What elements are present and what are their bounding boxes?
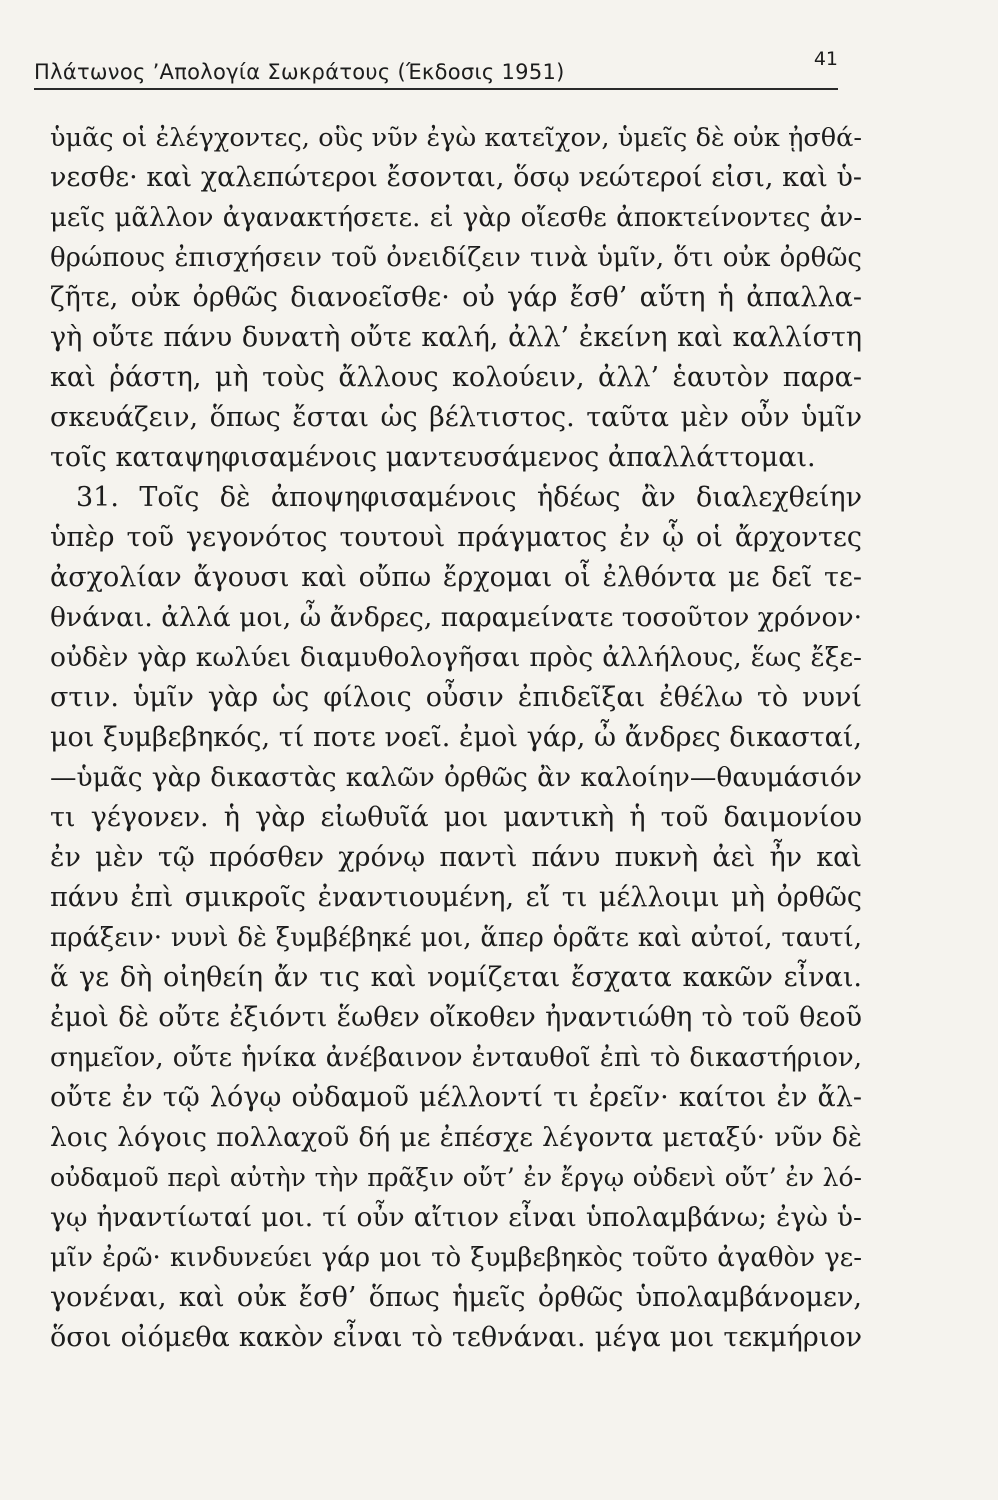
text-line: πάνυ ἐπὶ σμικροῖς ἐναντιουμένη, εἴ τι μέλλοιμι μὴ ὀρθῶς bbox=[50, 882, 862, 913]
text-line: οὐδὲν γὰρ κωλύει διαμυθολογῆσαι πρὸς ἀλλήλους, ἕως ἔξε- bbox=[50, 642, 862, 673]
paragraph-end-line: τοῖς καταψηφισαμένοις μαντευσάμενος ἀπαλλάττομαι. bbox=[50, 442, 816, 473]
text-line: τι γέγονεν. ἡ γὰρ εἰωθυῖά μοι μαντικὴ ἡ τοῦ δαιμονίου bbox=[50, 802, 862, 833]
text-line: ὅσοι οἰόμεθα κακὸν εἶναι τὸ τεθνάναι. μέγα μοι τεκμήριον bbox=[50, 1322, 862, 1353]
text-line: στιν. ὑμῖν γὰρ ὡς φίλοις οὖσιν ἐπιδεῖξαι ἐθέλω τὸ νυνί bbox=[50, 682, 862, 713]
running-header bbox=[34, 48, 838, 90]
text-line: μοι ξυμβεβηκός, τί ποτε νοεῖ. ἐμοὶ γάρ, ὦ ἄνδρες δικασταί, bbox=[50, 722, 862, 753]
text-line: σκευάζειν, ὅπως ἔσται ὡς βέλτιστος. ταῦτα μὲν οὖν ὑμῖν bbox=[50, 402, 862, 433]
text-line: νεσθε· καὶ χαλεπώτεροι ἔσονται, ὅσῳ νεώτεροί εἰσι, καὶ ὑ- bbox=[50, 162, 862, 193]
text-line: πράξειν· νυνὶ δὲ ξυμβέβηκέ μοι, ἅπερ ὁρᾶτε καὶ αὐτοί, ταυτί, bbox=[50, 923, 862, 953]
text-line: ἅ γε δὴ οἰηθείη ἄν τις καὶ νομίζεται ἔσχατα κακῶν εἶναι. bbox=[50, 962, 862, 993]
text-line: μεῖς μᾶλλον ἀγανακτήσετε. εἰ γὰρ οἴεσθε ἀποκτείνοντες ἀν- bbox=[50, 203, 862, 233]
text-line: ὑμᾶς οἱ ἐλέγχοντες, οὓς νῦν ἐγὼ κατεῖχον, ὑμεῖς δὲ οὐκ ᾐσθά- bbox=[50, 123, 862, 153]
text-line: ζῆτε, οὐκ ὀρθῶς διανοεῖσθε· οὐ γάρ ἔσθ’ αὕτη ἡ ἀπαλλα- bbox=[50, 282, 862, 313]
text-line: θνάναι. ἀλλά μοι, ὦ ἄνδρες, παραμείνατε τοσοῦτον χρόνον· bbox=[50, 602, 862, 633]
header-title: Πλάτωνος ’Απολογία Σωκράτους (Έκδοσις 1951) bbox=[34, 60, 565, 84]
text-line: —ὑμᾶς γὰρ δικαστὰς καλῶν ὀρθῶς ἂν καλοίην—θαυμάσιόν bbox=[50, 762, 862, 793]
text-line: λοις λόγοις πολλαχοῦ δή με ἐπέσχε λέγοντα μεταξύ· νῦν δὲ bbox=[50, 1122, 862, 1153]
text-line: ὑπὲρ τοῦ γεγονότος τουτουὶ πράγματος ἐν ᾧ οἱ ἄρχοντες bbox=[50, 522, 862, 553]
text-line: οὔτε ἐν τῷ λόγῳ οὐδαμοῦ μέλλοντί τι ἐρεῖν· καίτοι ἐν ἄλ- bbox=[50, 1082, 862, 1113]
text-line: γὴ οὔτε πάνυ δυνατὴ οὔτε καλή, ἀλλ’ ἐκείνη καὶ καλλίστη bbox=[50, 322, 862, 353]
text-line: μῖν ἐρῶ· κινδυνεύει γάρ μοι τὸ ξυμβεβηκὸς τοῦτο ἀγαθὸν γε- bbox=[50, 1243, 862, 1273]
text-line: ἐμοὶ δὲ οὔτε ἐξιόντι ἕωθεν οἴκοθεν ἠναντιώθη τὸ τοῦ θεοῦ bbox=[50, 1002, 862, 1033]
text-line: γονέναι, καὶ οὐκ ἔσθ’ ὅπως ἡμεῖς ὀρθῶς ὑπολαμβάνομεν, bbox=[50, 1282, 862, 1313]
section-31-start-line: 31. Τοῖς δὲ ἀποψηφισαμένοις ἡδέως ἂν διαλεχθείην bbox=[76, 482, 862, 513]
text-line: σημεῖον, οὔτε ἡνίκα ἀνέβαινον ἐνταυθοῖ ἐπὶ τὸ δικαστήριον, bbox=[50, 1043, 862, 1073]
text-line: ἀσχολίαν ἄγουσι καὶ οὔπω ἔρχομαι οἷ ἐλθόντα με δεῖ τε- bbox=[50, 562, 862, 593]
text-line: θρώπους ἐπισχήσειν τοῦ ὀνειδίζειν τινὰ ὑμῖν, ὅτι οὐκ ὀρθῶς bbox=[50, 243, 862, 273]
text-line: ἐν μὲν τῷ πρόσθεν χρόνῳ παντὶ πάνυ πυκνὴ ἀεὶ ἦν καὶ bbox=[50, 842, 862, 873]
text-line: οὐδαμοῦ περὶ αὐτὴν τὴν πρᾶξιν οὔτ’ ἐν ἔργῳ οὐδενὶ οὔτ’ ἐν λό- bbox=[50, 1163, 862, 1192]
body-text bbox=[50, 118, 862, 1358]
page-number: 41 bbox=[813, 48, 838, 70]
text-line: καὶ ῥάστη, μὴ τοὺς ἄλλους κολούειν, ἀλλ’ ἑαυτὸν παρα- bbox=[50, 362, 862, 393]
text-line: γῳ ἠναντίωταί μοι. τί οὖν αἴτιον εἶναι ὑπολαμβάνω; ἐγὼ ὑ- bbox=[50, 1202, 862, 1233]
